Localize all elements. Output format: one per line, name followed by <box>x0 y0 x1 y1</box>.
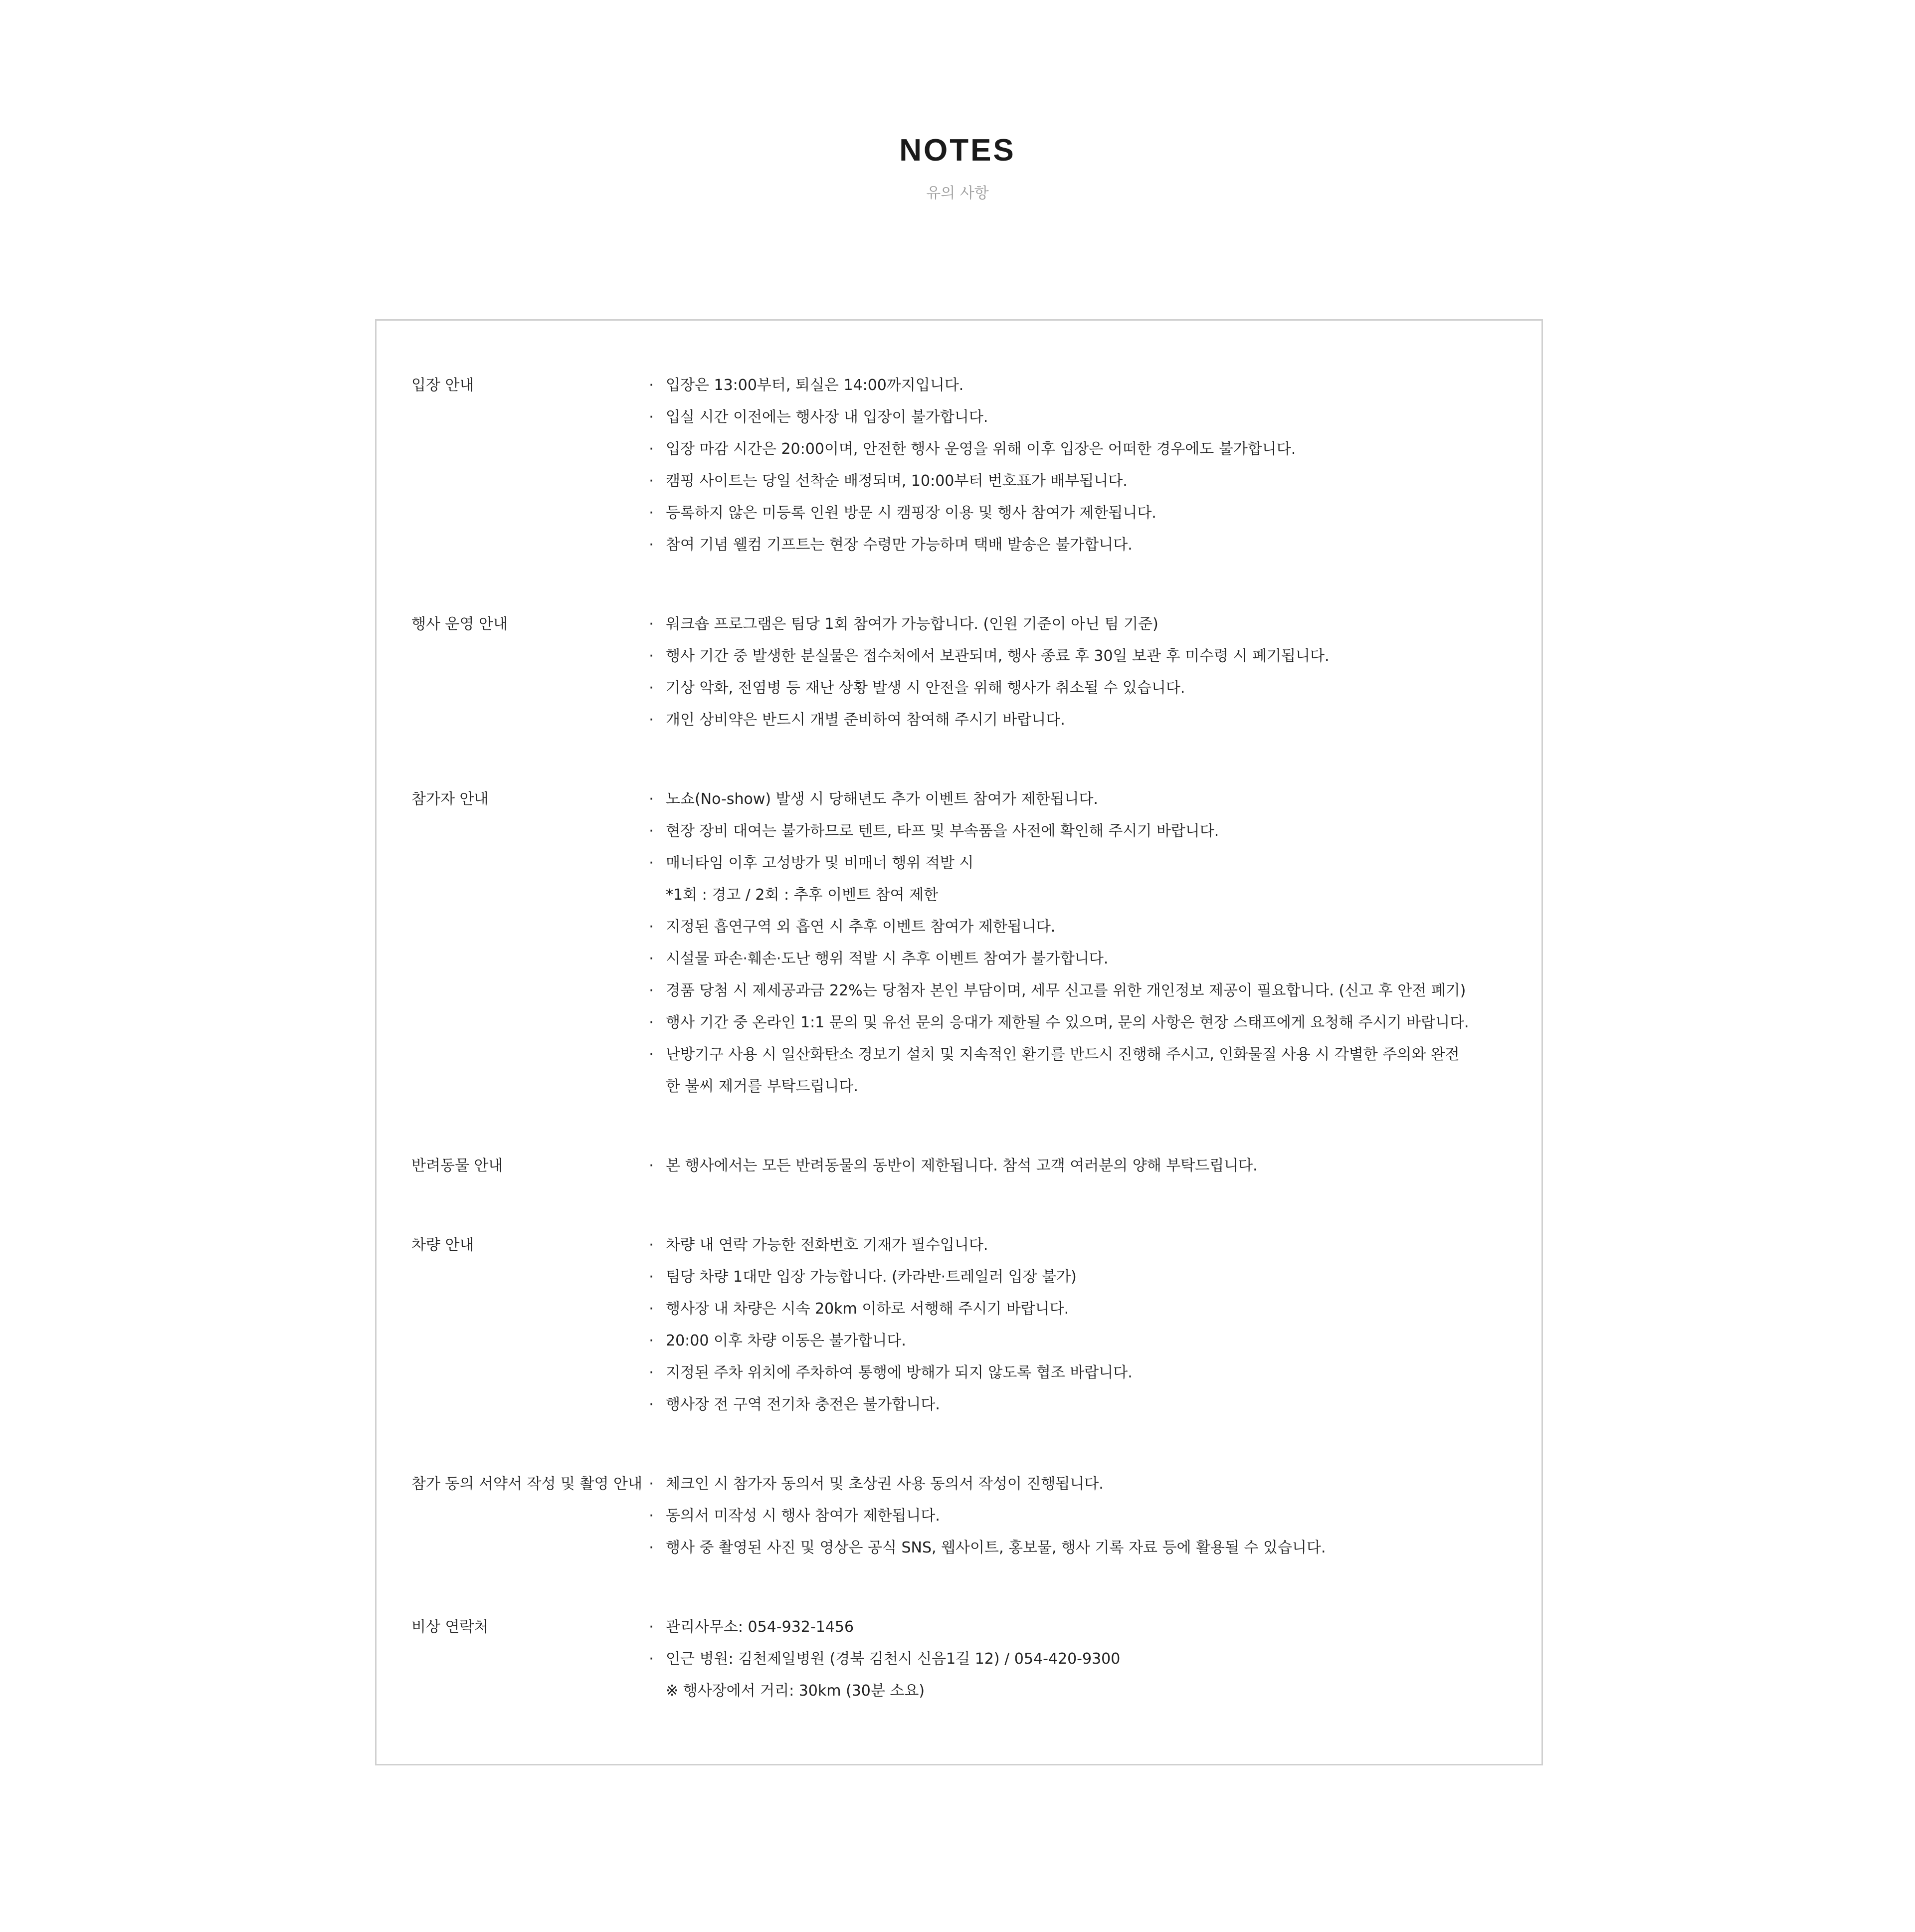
list-item-text: 기상 악화, 전염병 등 재난 상황 발생 시 안전을 위해 행사가 취소될 수 있습니다. <box>666 679 1185 697</box>
list-item-text: 노쇼(No-show) 발생 시 당해년도 추가 이벤트 참여가 제한됩니다. <box>666 790 1098 808</box>
list-item <box>644 497 1522 529</box>
list-item <box>644 1357 1522 1389</box>
list-item <box>644 815 1522 847</box>
list-item-text: 행사 기간 중 발생한 분실물은 접수처에서 보관되며, 행사 종료 후 30일 보관 후 미수령 시 폐기됩니다. <box>666 647 1330 665</box>
list-item-text: 입장 마감 시간은 20:00이며, 안전한 행사 운영을 위해 이후 입장은 어떠한 경우에도 불가합니다. <box>666 440 1296 458</box>
bullet-dot-icon: · <box>649 504 654 522</box>
bullet-dot-icon: · <box>649 1507 654 1525</box>
bullet-dot-icon: · <box>649 711 654 729</box>
list-item-text: 행사장 전 구역 전기차 충전은 불가합니다. <box>666 1396 940 1413</box>
section-item-list <box>644 370 1541 561</box>
list-item-text: 등록하지 않은 미등록 인원 방문 시 캠핑장 이용 및 행사 참여가 제한됩니다. <box>666 504 1156 522</box>
list-item-text: 동의서 미작성 시 행사 참여가 제한됩니다. <box>666 1507 940 1525</box>
bullet-dot-icon: · <box>649 472 654 490</box>
bullet-dot-icon: · <box>649 1014 654 1031</box>
list-item-text: 현장 장비 대여는 불가하므로 텐트, 타프 및 부속품을 사전에 확인해 주시기 바랍니다. <box>666 822 1219 840</box>
notes-sections <box>377 370 1541 1754</box>
list-item-text: 행사 중 촬영된 사진 및 영상은 공식 SNS, 웹사이트, 홍보물, 행사 기록 자료 등에 활용될 수 있습니다. <box>666 1539 1326 1556</box>
section-item-list <box>644 1611 1541 1707</box>
list-item <box>644 1293 1522 1325</box>
list-item <box>644 1468 1522 1500</box>
bullet-dot-icon: · <box>649 647 654 665</box>
bullet-dot-icon: · <box>649 408 654 426</box>
list-item-text: 매너타임 이후 고성방가 및 비매너 행위 적발 시 <box>666 854 974 872</box>
bullet-dot-icon: · <box>649 1332 654 1350</box>
section-label: 참가자 안내 <box>411 790 489 808</box>
section-item-list <box>644 1150 1541 1182</box>
page-title: NOTES <box>899 133 1016 168</box>
notes-section <box>377 1468 1541 1564</box>
list-item-text: 지정된 흡연구역 외 흡연 시 추후 이벤트 참여가 제한됩니다. <box>666 918 1056 936</box>
list-item <box>644 1150 1522 1182</box>
list-item-note <box>644 1675 1522 1707</box>
section-label: 차량 안내 <box>411 1236 474 1254</box>
bullet-dot-icon: · <box>649 1364 654 1381</box>
list-item <box>644 783 1522 815</box>
list-item-text: 행사장 내 차량은 시속 20km 이하로 서행해 주시기 바랍니다. <box>666 1300 1069 1318</box>
list-item-text: 경품 당첨 시 제세공과금 22%는 당첨자 본인 부담이며, 세무 신고를 위한 개인정보 제공이 필요합니다. (신고 후 안전 폐기) <box>666 982 1466 999</box>
list-item <box>644 975 1522 1007</box>
bullet-dot-icon: · <box>649 1157 654 1174</box>
list-item-text: ※ 행사장에서 거리: 30km (30분 소요) <box>666 1682 925 1700</box>
notes-section <box>377 1229 1541 1421</box>
bullet-dot-icon: · <box>649 1300 654 1318</box>
section-label: 반려동물 안내 <box>411 1157 503 1174</box>
list-item-text: 팀당 차량 1대만 입장 가능합니다. (카라반·트레일러 입장 불가) <box>666 1268 1077 1286</box>
section-label: 입장 안내 <box>411 377 474 394</box>
bullet-dot-icon: · <box>649 1475 654 1493</box>
bullet-dot-icon: · <box>649 1396 654 1413</box>
list-item <box>644 943 1522 975</box>
list-item-text: 20:00 이후 차량 이동은 불가합니다. <box>666 1332 906 1350</box>
bullet-dot-icon: · <box>649 615 654 633</box>
section-item-list <box>644 1468 1541 1564</box>
list-item <box>644 1500 1522 1532</box>
list-item <box>644 401 1522 433</box>
page-header <box>0 131 1915 203</box>
notes-section <box>377 783 1541 1103</box>
bullet-dot-icon: · <box>649 854 654 872</box>
list-item <box>644 1532 1522 1564</box>
bullet-dot-icon: · <box>649 918 654 936</box>
bullet-dot-icon: · <box>649 1046 654 1063</box>
list-item <box>644 911 1522 943</box>
list-item <box>644 1039 1522 1103</box>
list-item-text: 참여 기념 웰컴 기프트는 현장 수령만 가능하며 택배 발송은 불가합니다. <box>666 536 1133 554</box>
list-item <box>644 529 1522 561</box>
bullet-dot-icon: · <box>649 1236 654 1254</box>
list-item-text: 워크숍 프로그램은 팀당 1회 참여가 가능합니다. (인원 기준이 아닌 팀 기준) <box>666 615 1158 633</box>
list-item <box>644 465 1522 497</box>
list-item-text: 차량 내 연락 가능한 전화번호 기재가 필수입니다. <box>666 1236 988 1254</box>
list-item <box>644 1389 1522 1421</box>
section-label: 행사 운영 안내 <box>411 615 508 633</box>
notes-section <box>377 1611 1541 1707</box>
list-item <box>644 1229 1522 1261</box>
section-item-list <box>644 608 1541 736</box>
list-item-text: 관리사무소: 054-932-1456 <box>666 1618 854 1636</box>
list-item <box>644 1611 1522 1643</box>
list-item <box>644 433 1522 465</box>
bullet-dot-icon: · <box>649 377 654 394</box>
list-item <box>644 704 1522 736</box>
list-item-text: 캠핑 사이트는 당일 선착순 배정되며, 10:00부터 번호표가 배부됩니다. <box>666 472 1128 490</box>
section-item-list <box>644 1229 1541 1421</box>
list-item-text: 체크인 시 참가자 동의서 및 초상권 사용 동의서 작성이 진행됩니다. <box>666 1475 1104 1493</box>
list-item-text: 난방기구 사용 시 일산화탄소 경보기 설치 및 지속적인 환기를 반드시 진행해 주시고, 인화물질 사용 시 각별한 주의와 완전 한 불씨 제거를 부탁드립니다. <box>666 1046 1460 1095</box>
list-item-text: *1회 : 경고 / 2회 : 추후 이벤트 참여 제한 <box>666 886 939 904</box>
notes-box <box>375 319 1543 1765</box>
bullet-dot-icon: · <box>649 1268 654 1286</box>
list-item-text: 시설물 파손·훼손·도난 행위 적발 시 추후 이벤트 참여가 불가합니다. <box>666 950 1109 967</box>
bullet-dot-icon: · <box>649 1539 654 1556</box>
bullet-dot-icon: · <box>649 1618 654 1636</box>
list-item-note <box>644 879 1522 911</box>
notes-section <box>377 370 1541 561</box>
list-item <box>644 672 1522 704</box>
list-item-text: 개인 상비약은 반드시 개별 준비하여 참여해 주시기 바랍니다. <box>666 711 1065 729</box>
list-item <box>644 608 1522 640</box>
section-label: 비상 연락처 <box>411 1618 489 1636</box>
list-item <box>644 847 1522 879</box>
bullet-dot-icon: · <box>649 1650 654 1668</box>
list-item-text: 인근 병원: 김천제일병원 (경북 김천시 신음1길 12) / 054-420-9300 <box>666 1650 1121 1668</box>
list-item-text: 행사 기간 중 온라인 1:1 문의 및 유선 문의 응대가 제한될 수 있으며, 문의 사항은 현장 스태프에게 요청해 주시기 바랍니다. <box>666 1014 1469 1031</box>
bullet-dot-icon: · <box>649 536 654 554</box>
list-item-text: 입실 시간 이전에는 행사장 내 입장이 불가합니다. <box>666 408 988 426</box>
list-item <box>644 1007 1522 1039</box>
bullet-dot-icon: · <box>649 982 654 999</box>
list-item-text: 입장은 13:00부터, 퇴실은 14:00까지입니다. <box>666 377 964 394</box>
notes-section <box>377 608 1541 736</box>
list-item-text: 본 행사에서는 모든 반려동물의 동반이 제한됩니다. 참석 고객 여러분의 양해 부탁드립니다. <box>666 1157 1258 1174</box>
section-label: 참가 동의 서약서 작성 및 촬영 안내 <box>411 1475 642 1493</box>
page-subtitle: 유의 사항 <box>926 185 989 202</box>
notes-section <box>377 1150 1541 1182</box>
bullet-dot-icon: · <box>649 950 654 967</box>
list-item <box>644 370 1522 401</box>
bullet-dot-icon: · <box>649 679 654 697</box>
section-item-list <box>644 783 1541 1103</box>
bullet-dot-icon: · <box>649 790 654 808</box>
bullet-dot-icon: · <box>649 440 654 458</box>
bullet-dot-icon: · <box>649 822 654 840</box>
list-item <box>644 1261 1522 1293</box>
list-item <box>644 640 1522 672</box>
list-item <box>644 1325 1522 1357</box>
list-item <box>644 1643 1522 1675</box>
list-item-text: 지정된 주차 위치에 주차하여 통행에 방해가 되지 않도록 협조 바랍니다. <box>666 1364 1133 1381</box>
